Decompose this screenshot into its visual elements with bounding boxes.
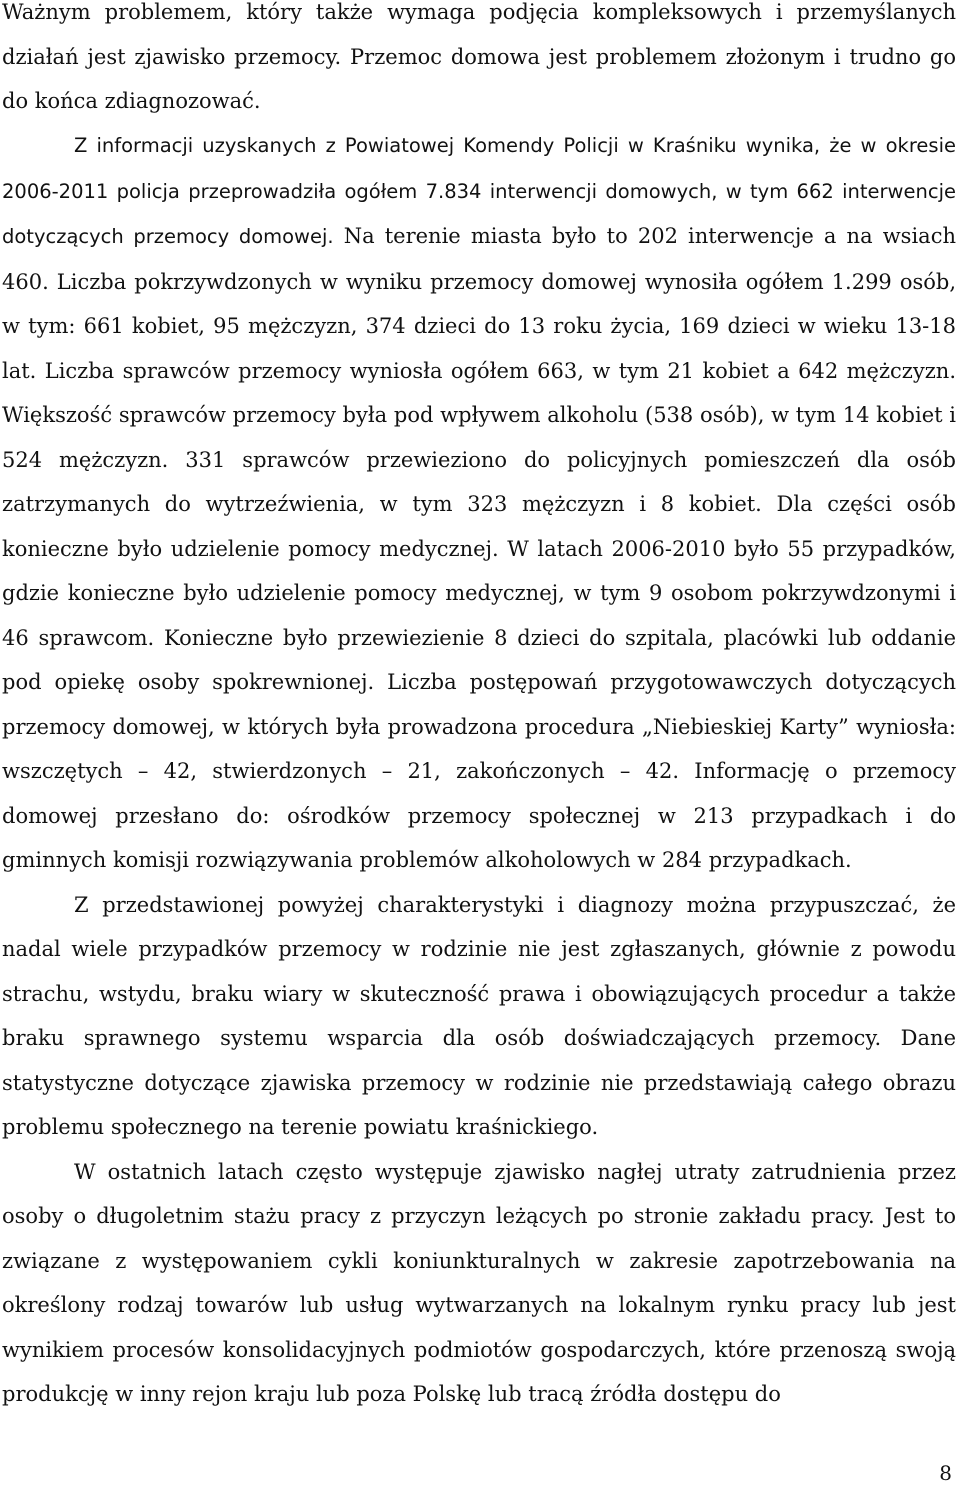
paragraph-conclusion: Z przedstawionej powyżej charakterystyki i diagnozy można przypuszczać, że nadal wiele przypadków przemocy w rodzinie nie jest zgłaszanych, głównie z powodu strachu, wstydu, braku wiary w skuteczność prawa i obowiązujących procedur a także braku sprawnego systemu wsparcia dla osób doświadczających przemocy. Dane statystyczne dotyczące zjawiska przemocy w rodzinie nie przedstawiają całego obrazu problemu społecznego na terenie powiatu kraśnickiego.	[2, 892, 956, 1139]
intro-section	[2, 0, 956, 124]
paragraph-police-data-text: Z informacji uzyskanych z Powiatowej Komendy Policji w Kraśniku wynika, że w okresie 2006-2011 policja przeprowadziła ogółem 7.834 interwencji domowych, w tym 662 interwencje dotyczących przemocy domowej.	[2, 134, 956, 248]
paragraph-victims-data-text: Na terenie miasta było to 202 interwencje a na wsiach 460. Liczba pokrzywdzonych w wyniku przemocy domowej wynosiła ogółem 1.299 osób, w tym: 661 kobiet, 95 mężczyzn, 374 dzieci do 13 roku życia, 169 dzieci w wieku 13-18 lat. Liczba sprawców przemocy wyniosła ogółem 663, w tym 21 kobiet a 642 mężczyzn. Większość sprawców przemocy była pod wpływem alkoholu (538 osób), w tym 14 kobiet i 524 mężczyzn. 331 sprawców przewieziono do policyjnych pomieszczeń dla osób zatrzymanych do wytrzeźwienia, w tym 323 mężczyzn i 8 kobiet. Dla części osób konieczne było udzielenie pomocy medycznej. W latach 2006-2010 było 55 przypadków, gdzie konieczne było udzielenie pomocy medycznej, w tym 9 osobom pokrzywdzonymi i 46 sprawcom. Konieczne było przewiezienie 8 dzieci do szpitala, placówki lub oddanie pod opiekę osoby spokrewnionej. Liczba postępowań przygotowawczych dotyczących przemocy domowej, w których była prowadzona procedura „Niebieskiej Karty” wyniosła: wszczętych – 42, stwierdzonych – 21, zakończonych – 42. Informację o przemocy domowej przesłano do: ośrodków przemocy społecznej w 213 przypadkach i do gminnych komisji rozwiązywania problemów alkoholowych w 284 przypadkach.	[2, 224, 956, 872]
paragraph-police-data	[2, 123, 956, 883]
paragraph-intro: Ważnym problemem, który także wymaga podjęcia kompleksowych i przemyślanych działań jest zjawisko przemocy. Przemoc domowa jest problemem złożonym i trudno go do końca zdiagnozować.	[2, 0, 956, 113]
paragraph-unemployment: W ostatnich latach często występuje zjawisko nagłej utraty zatrudnienia przez osoby o długoletnim stażu pracy z przyczyn leżących po stronie zakładu pracy. Jest to związane z występowaniem cykli koniunkturalnych w zakresie zapotrzebowania na określony rodzaj towarów lub usług wytwarzanych na lokalnym rynku pracy lub jest wynikiem procesów konsolidacyjnych podmiotów gospodarczych, które przenoszą swoją produkcję w inny rejon kraju lub poza Polskę lub tracą źródła dostępu do	[2, 1159, 956, 1406]
page-number: 8	[939, 1461, 952, 1485]
body-section	[2, 123, 956, 1417]
